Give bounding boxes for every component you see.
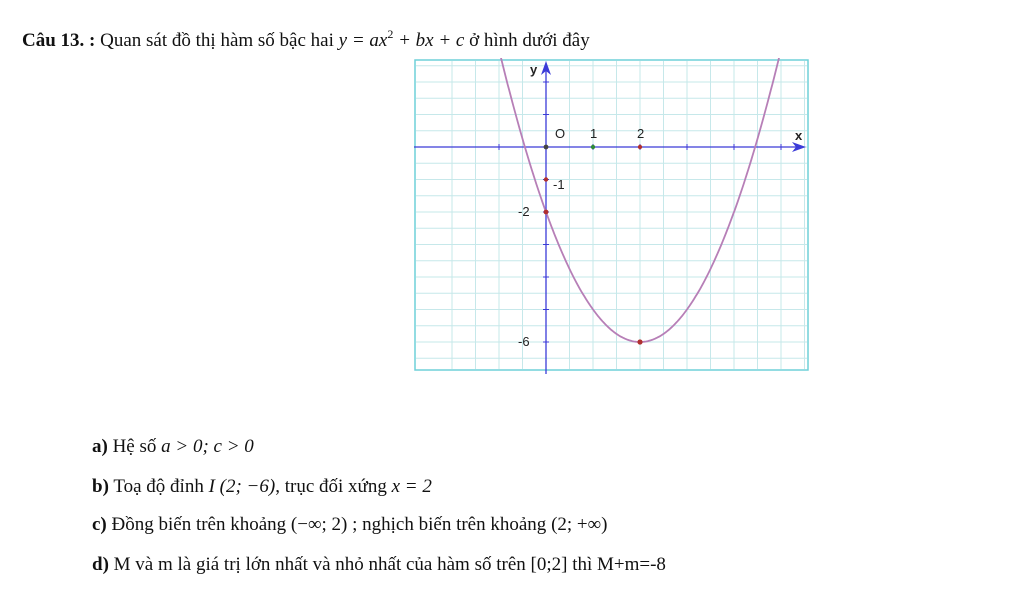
answer-c bbox=[92, 514, 608, 536]
formula-exponent: 2 bbox=[387, 27, 394, 41]
answer-b-label: b) bbox=[92, 476, 109, 497]
tick-label-1: 1 bbox=[590, 126, 598, 141]
answer-d-text: M và m là giá trị lớn nhất và nhỏ nhất của hàm số trên [0;2] thì M+m=-8 bbox=[113, 554, 666, 575]
origin-point bbox=[544, 145, 549, 150]
tick-label-minus-1: -1 bbox=[553, 177, 565, 192]
formula-y: y bbox=[338, 30, 348, 51]
answer-b-text: Toạ độ đỉnh bbox=[113, 476, 204, 497]
answer-c-label: c) bbox=[92, 514, 107, 535]
y-intercept-point bbox=[544, 210, 549, 215]
answer-a-text: Hệ số bbox=[112, 436, 157, 457]
answer-b-text2: , trục đối xứng bbox=[275, 476, 387, 497]
answer-a bbox=[92, 436, 254, 458]
answer-c-text: Đồng biến trên khoảng bbox=[111, 514, 287, 535]
formula-eq: = ax bbox=[351, 30, 388, 51]
marked-point bbox=[638, 145, 642, 149]
answer-c-math: (−∞; 2) bbox=[290, 514, 348, 535]
origin-label: O bbox=[555, 126, 566, 141]
x-axis-label: x bbox=[795, 128, 803, 143]
answer-a-math: a > 0; c > 0 bbox=[161, 436, 254, 457]
vertex-point bbox=[637, 339, 642, 344]
answer-d-label: d) bbox=[92, 554, 109, 575]
formula-rest: + bx + c bbox=[398, 30, 465, 51]
tick-label-minus-6: -6 bbox=[518, 334, 530, 349]
y-axis-label: y bbox=[530, 62, 538, 77]
question-body: Quan sát đồ thị hàm số bậc hai bbox=[100, 30, 334, 51]
answer-b bbox=[92, 476, 432, 498]
answer-a-label: a) bbox=[92, 436, 108, 457]
tick-label-2: 2 bbox=[637, 126, 645, 141]
answer-b-math2: x = 2 bbox=[391, 476, 432, 497]
answer-c-text2: ; nghịch biến trên khoảng bbox=[352, 514, 547, 535]
answer-b-math: I (2; −6) bbox=[208, 476, 276, 497]
question-number: Câu 13. : bbox=[22, 30, 96, 51]
graph-frame bbox=[415, 60, 808, 370]
parabola-graph bbox=[414, 58, 810, 374]
question-text bbox=[22, 27, 590, 52]
tick-label-minus-2: -2 bbox=[518, 204, 530, 219]
marked-point bbox=[544, 177, 548, 181]
question-end: ở hình dưới đây bbox=[469, 30, 590, 51]
marked-point bbox=[591, 145, 595, 149]
answer-c-math2: (2; +∞) bbox=[551, 514, 608, 535]
answer-d bbox=[92, 554, 666, 576]
